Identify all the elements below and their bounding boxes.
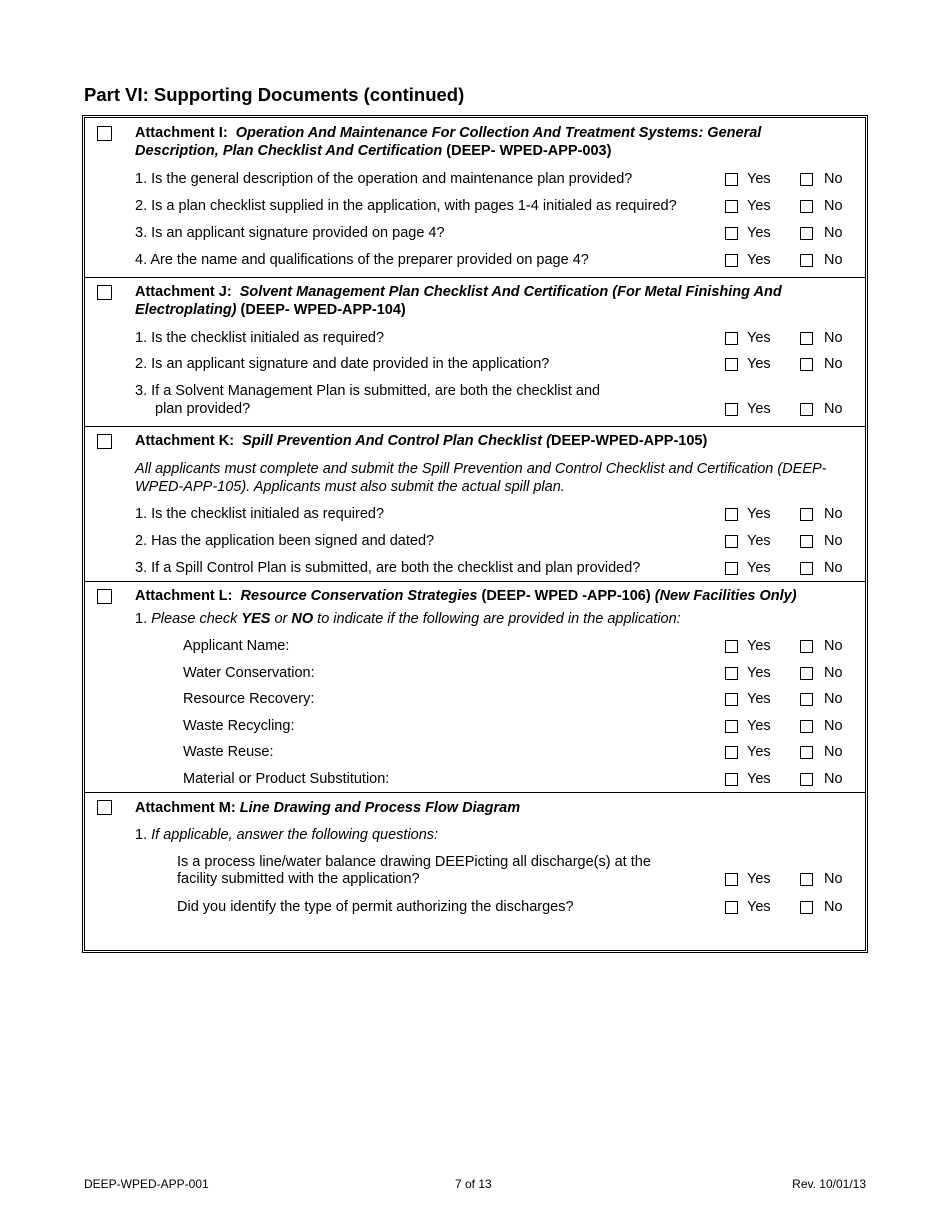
attachment-m-instructions: [135, 826, 438, 844]
attachment-j-prefix: Attachment J:: [135, 284, 232, 300]
attachment-k-header: [135, 432, 835, 450]
attachment-l-header: [135, 587, 855, 605]
instruction-text-end: to indicate if the following are provided in the application:: [317, 611, 681, 627]
attachment-m-checkbox[interactable]: [97, 800, 112, 815]
no-label: No: [824, 638, 843, 654]
no-checkbox[interactable]: [800, 227, 813, 240]
attachment-i-checkbox[interactable]: [97, 126, 112, 141]
attachment-l-prefix: Attachment L:: [135, 588, 233, 604]
item-label: Resource Recovery:: [183, 691, 315, 707]
no-label: No: [824, 198, 843, 214]
question-text: 2. Has the application been signed and dated?: [135, 533, 435, 549]
question-text: 3. If a Solvent Management Plan is submitted, are both the checklist and: [135, 383, 601, 399]
yes-label: Yes: [747, 691, 771, 707]
yes-checkbox[interactable]: [725, 535, 738, 548]
yes-label: Yes: [747, 356, 771, 372]
no-checkbox[interactable]: [800, 358, 813, 371]
attachment-k-code: DEEP-WPED-APP-105): [551, 433, 708, 449]
yes-checkbox[interactable]: [725, 200, 738, 213]
instruction-number: 1.: [135, 827, 148, 843]
no-checkbox[interactable]: [800, 332, 813, 345]
yes-checkbox[interactable]: [725, 227, 738, 240]
no-label: No: [824, 171, 843, 187]
no-checkbox[interactable]: [800, 773, 813, 786]
yes-label: Yes: [747, 665, 771, 681]
instruction-number: 1.: [135, 611, 148, 627]
no-label: No: [824, 665, 843, 681]
yes-label: Yes: [747, 330, 771, 346]
footer-form-id: DEEP-WPED-APP-001: [84, 1177, 209, 1191]
yes-checkbox[interactable]: [725, 173, 738, 186]
no-label: No: [824, 506, 843, 522]
attachment-j-checkbox[interactable]: [97, 285, 112, 300]
no-checkbox[interactable]: [800, 254, 813, 267]
attachment-i-title: Operation And Maintenance For Collection And Treatment Systems: General Description, Plan Checklist And Certification: [135, 125, 762, 159]
question-text: 1. Is the general description of the operation and maintenance plan provided?: [135, 171, 633, 187]
yes-checkbox[interactable]: [725, 873, 738, 886]
question-text: 3. Is an applicant signature provided on page 4?: [135, 225, 445, 241]
attachment-l-checkbox[interactable]: [97, 589, 112, 604]
attachment-i-header: [135, 124, 835, 160]
no-checkbox[interactable]: [800, 173, 813, 186]
attachment-j-header: [135, 283, 835, 319]
no-label: No: [824, 356, 843, 372]
attachment-m-header: [135, 799, 835, 817]
no-checkbox[interactable]: [800, 746, 813, 759]
no-checkbox[interactable]: [800, 508, 813, 521]
attachment-m-prefix: Attachment M:: [135, 800, 236, 816]
page-title: Part VI: Supporting Documents (continued): [84, 84, 465, 105]
yes-checkbox[interactable]: [725, 720, 738, 733]
no-checkbox[interactable]: [800, 667, 813, 680]
attachment-l-code: (DEEP- WPED -APP-106): [481, 588, 651, 604]
footer-revision: Rev. 10/01/13: [792, 1177, 866, 1191]
item-label: Water Conservation:: [183, 665, 315, 681]
yes-checkbox[interactable]: [725, 773, 738, 786]
attachment-l-suffix: (New Facilities Only): [654, 588, 797, 604]
question-text-continued: plan provided?: [155, 401, 251, 417]
instruction-or: or: [274, 611, 288, 627]
section-divider: [85, 426, 865, 427]
no-label: No: [824, 252, 843, 268]
yes-checkbox[interactable]: [725, 508, 738, 521]
no-checkbox[interactable]: [800, 873, 813, 886]
instruction-text: Please check: [151, 611, 238, 627]
yes-label: Yes: [747, 560, 771, 576]
question-text: 3. If a Spill Control Plan is submitted, are both the checklist and plan provided?: [135, 560, 641, 576]
no-label: No: [824, 401, 843, 417]
yes-label: Yes: [747, 225, 771, 241]
yes-checkbox[interactable]: [725, 403, 738, 416]
yes-label: Yes: [747, 871, 771, 887]
yes-label: Yes: [747, 506, 771, 522]
footer-page-number: 7 of 13: [455, 1177, 492, 1191]
no-label: No: [824, 899, 843, 915]
no-label: No: [824, 718, 843, 734]
no-checkbox[interactable]: [800, 901, 813, 914]
attachment-m-title: Line Drawing and Process Flow Diagram: [239, 800, 521, 816]
yes-checkbox[interactable]: [725, 901, 738, 914]
no-checkbox[interactable]: [800, 403, 813, 416]
no-checkbox[interactable]: [800, 640, 813, 653]
item-label: Waste Reuse:: [183, 744, 274, 760]
instruction-text: If applicable, answer the following questions:: [151, 827, 439, 843]
yes-label: Yes: [747, 718, 771, 734]
yes-checkbox[interactable]: [725, 693, 738, 706]
yes-checkbox[interactable]: [725, 332, 738, 345]
no-checkbox[interactable]: [800, 720, 813, 733]
attachment-k-prefix: Attachment K:: [135, 433, 235, 449]
section-divider: [85, 277, 865, 278]
no-label: No: [824, 225, 843, 241]
yes-checkbox[interactable]: [725, 254, 738, 267]
attachment-l-instructions: [135, 610, 681, 628]
question-text: 4. Are the name and qualifications of the preparer provided on page 4?: [135, 252, 589, 268]
yes-label: Yes: [747, 533, 771, 549]
question-text: Is a process line/water balance drawing DEEPicting all discharge(s) at the: [177, 854, 651, 870]
no-label: No: [824, 560, 843, 576]
attachment-k-title: Spill Prevention And Control Plan Checklist (: [242, 433, 551, 449]
yes-label: Yes: [747, 638, 771, 654]
no-label: No: [824, 771, 843, 787]
no-checkbox[interactable]: [800, 562, 813, 575]
no-label: No: [824, 744, 843, 760]
question-text: Did you identify the type of permit authorizing the discharges?: [177, 899, 574, 915]
question-text: 1. Is the checklist initialed as required?: [135, 330, 385, 346]
yes-checkbox[interactable]: [725, 358, 738, 371]
section-divider: [85, 792, 865, 793]
question-text: 2. Is an applicant signature and date provided in the application?: [135, 356, 550, 372]
no-label: No: [824, 691, 843, 707]
question-text-continued: facility submitted with the application?: [177, 871, 420, 887]
item-label: Waste Recycling:: [183, 718, 295, 734]
yes-label: Yes: [747, 171, 771, 187]
yes-label: Yes: [747, 899, 771, 915]
no-label: No: [824, 330, 843, 346]
yes-checkbox[interactable]: [725, 746, 738, 759]
attachment-j-code: (DEEP- WPED-APP-104): [240, 302, 406, 318]
no-label: No: [824, 533, 843, 549]
yes-label: Yes: [747, 252, 771, 268]
yes-label: Yes: [747, 401, 771, 417]
section-divider: [85, 581, 865, 582]
yes-label: Yes: [747, 771, 771, 787]
attachment-j-title: Solvent Management Plan Checklist And Certification (For Metal Finishing And Electroplating): [135, 284, 782, 318]
yes-label: Yes: [747, 198, 771, 214]
item-label: Applicant Name:: [183, 638, 290, 654]
attachment-l-title: Resource Conservation Strategies: [240, 588, 478, 604]
item-label: Material or Product Substitution:: [183, 771, 390, 787]
instruction-no: NO: [291, 611, 314, 627]
attachment-k-checkbox[interactable]: [97, 434, 112, 449]
question-text: 1. Is the checklist initialed as required?: [135, 506, 385, 522]
no-label: No: [824, 871, 843, 887]
attachment-i-prefix: Attachment I:: [135, 125, 228, 141]
question-text: 2. Is a plan checklist supplied in the application, with pages 1-4 initialed as required?: [135, 198, 677, 214]
supporting-documents-frame: [82, 115, 868, 953]
yes-checkbox[interactable]: [725, 667, 738, 680]
yes-checkbox[interactable]: [725, 562, 738, 575]
yes-checkbox[interactable]: [725, 640, 738, 653]
no-checkbox[interactable]: [800, 535, 813, 548]
attachment-k-note: All applicants must complete and submit the Spill Prevention and Control Checklist and Certification (DEEP-WPED-APP-105). Applicants must also submit the actual spill plan.: [135, 461, 827, 495]
yes-label: Yes: [747, 744, 771, 760]
instruction-yes: YES: [241, 611, 271, 627]
no-checkbox[interactable]: [800, 693, 813, 706]
no-checkbox[interactable]: [800, 200, 813, 213]
attachment-i-code: (DEEP- WPED-APP-003): [446, 143, 612, 159]
